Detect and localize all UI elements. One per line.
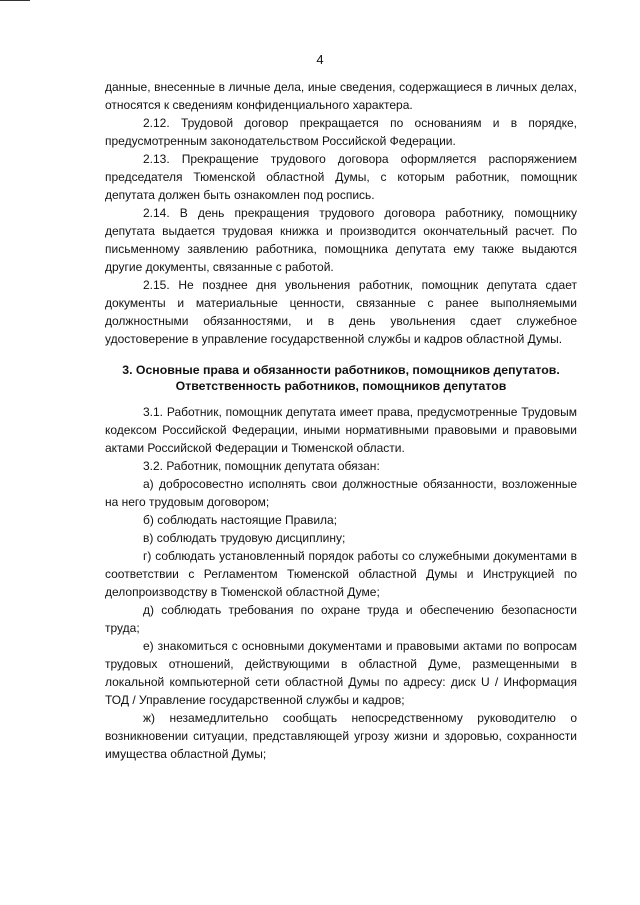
paragraph-2-12: 2.12. Трудовой договор прекращается по основаниям и в порядке, предусмотренным законодательством Российской Федерации. — [105, 116, 577, 148]
paragraph-3-2-e: е) знакомиться с основными документами и правовыми актами по вопросам трудовых отношений, действующими в областной Думе, размещенными в локальной компьютерной сети областной Думы по адресу: диск U / Информация ТОД / Управление государственной службы и кадров; — [105, 639, 577, 707]
paragraph-3-2-a: а) добросовестно исполнять свои должностные обязанности, возложенные на него трудовым договором; — [105, 477, 577, 509]
page-number: 4 — [316, 52, 324, 67]
paragraphs-after-section — [105, 403, 577, 763]
section-heading-line-2: Ответственность работников, помощников депутатов — [175, 379, 507, 393]
section-heading — [105, 362, 577, 394]
paragraph-cont: данные, внесенные в личные дела, иные сведения, содержащиеся в личных делах, относятся к сведениям конфиденциального характера. — [105, 80, 577, 112]
section-heading-line-1: 3. Основные права и обязанности работников, помощников депутатов. — [122, 363, 560, 377]
paragraph-3-2-g: г) соблюдать установленный порядок работы со служебными документами в соответствии с Регламентом Тюменской областной Думы и Инструкцией по делопроизводству в Тюменской областной Думе; — [105, 549, 577, 599]
paragraph-2-14: 2.14. В день прекращения трудового договора работнику, помощнику депутата выдается трудовая книжка и производится окончательный расчет. По письменному заявлению работника, помощника депутата ему также выдаются другие документы, связанные с работой. — [105, 206, 577, 274]
paragraphs-before-section — [105, 78, 577, 348]
paragraph-3-2: 3.2. Работник, помощник депутата обязан: — [143, 459, 380, 473]
paragraph-2-15: 2.15. Не позднее дня увольнения работник, помощник депутата сдает документы и материальные ценности, связанные с ранее выполняемыми должностными обязанностями, и в день увольнения сдает служебное удостоверение в управление государственной службы и кадров областной Думы. — [105, 278, 577, 346]
paragraph-3-2-b: б) соблюдать настоящие Правила; — [143, 513, 338, 527]
scan-edge-mark — [0, 0, 30, 1]
paragraph-3-2-d: д) соблюдать требования по охране труда и обеспечению безопасности труда; — [105, 603, 577, 635]
paragraph-3-2-zh: ж) незамедлительно сообщать непосредственному руководителю о возникновении ситуации, представляющей угрозу жизни и здоровью, сохранности имущества областной Думы; — [105, 711, 577, 761]
paragraph-2-13: 2.13. Прекращение трудового договора оформляется распоряжением председателя Тюменской областной Думы, с которым работник, помощник депутата должен быть ознакомлен под роспись. — [105, 152, 577, 202]
paragraph-3-1: 3.1. Работник, помощник депутата имеет права, предусмотренные Трудовым кодексом Российской Федерации, иными нормативными правовыми и правовыми актами Российской Федерации и Тюменской области. — [105, 405, 577, 455]
paragraph-3-2-v: в) соблюдать трудовую дисциплину; — [143, 531, 346, 545]
document-body — [105, 78, 577, 763]
